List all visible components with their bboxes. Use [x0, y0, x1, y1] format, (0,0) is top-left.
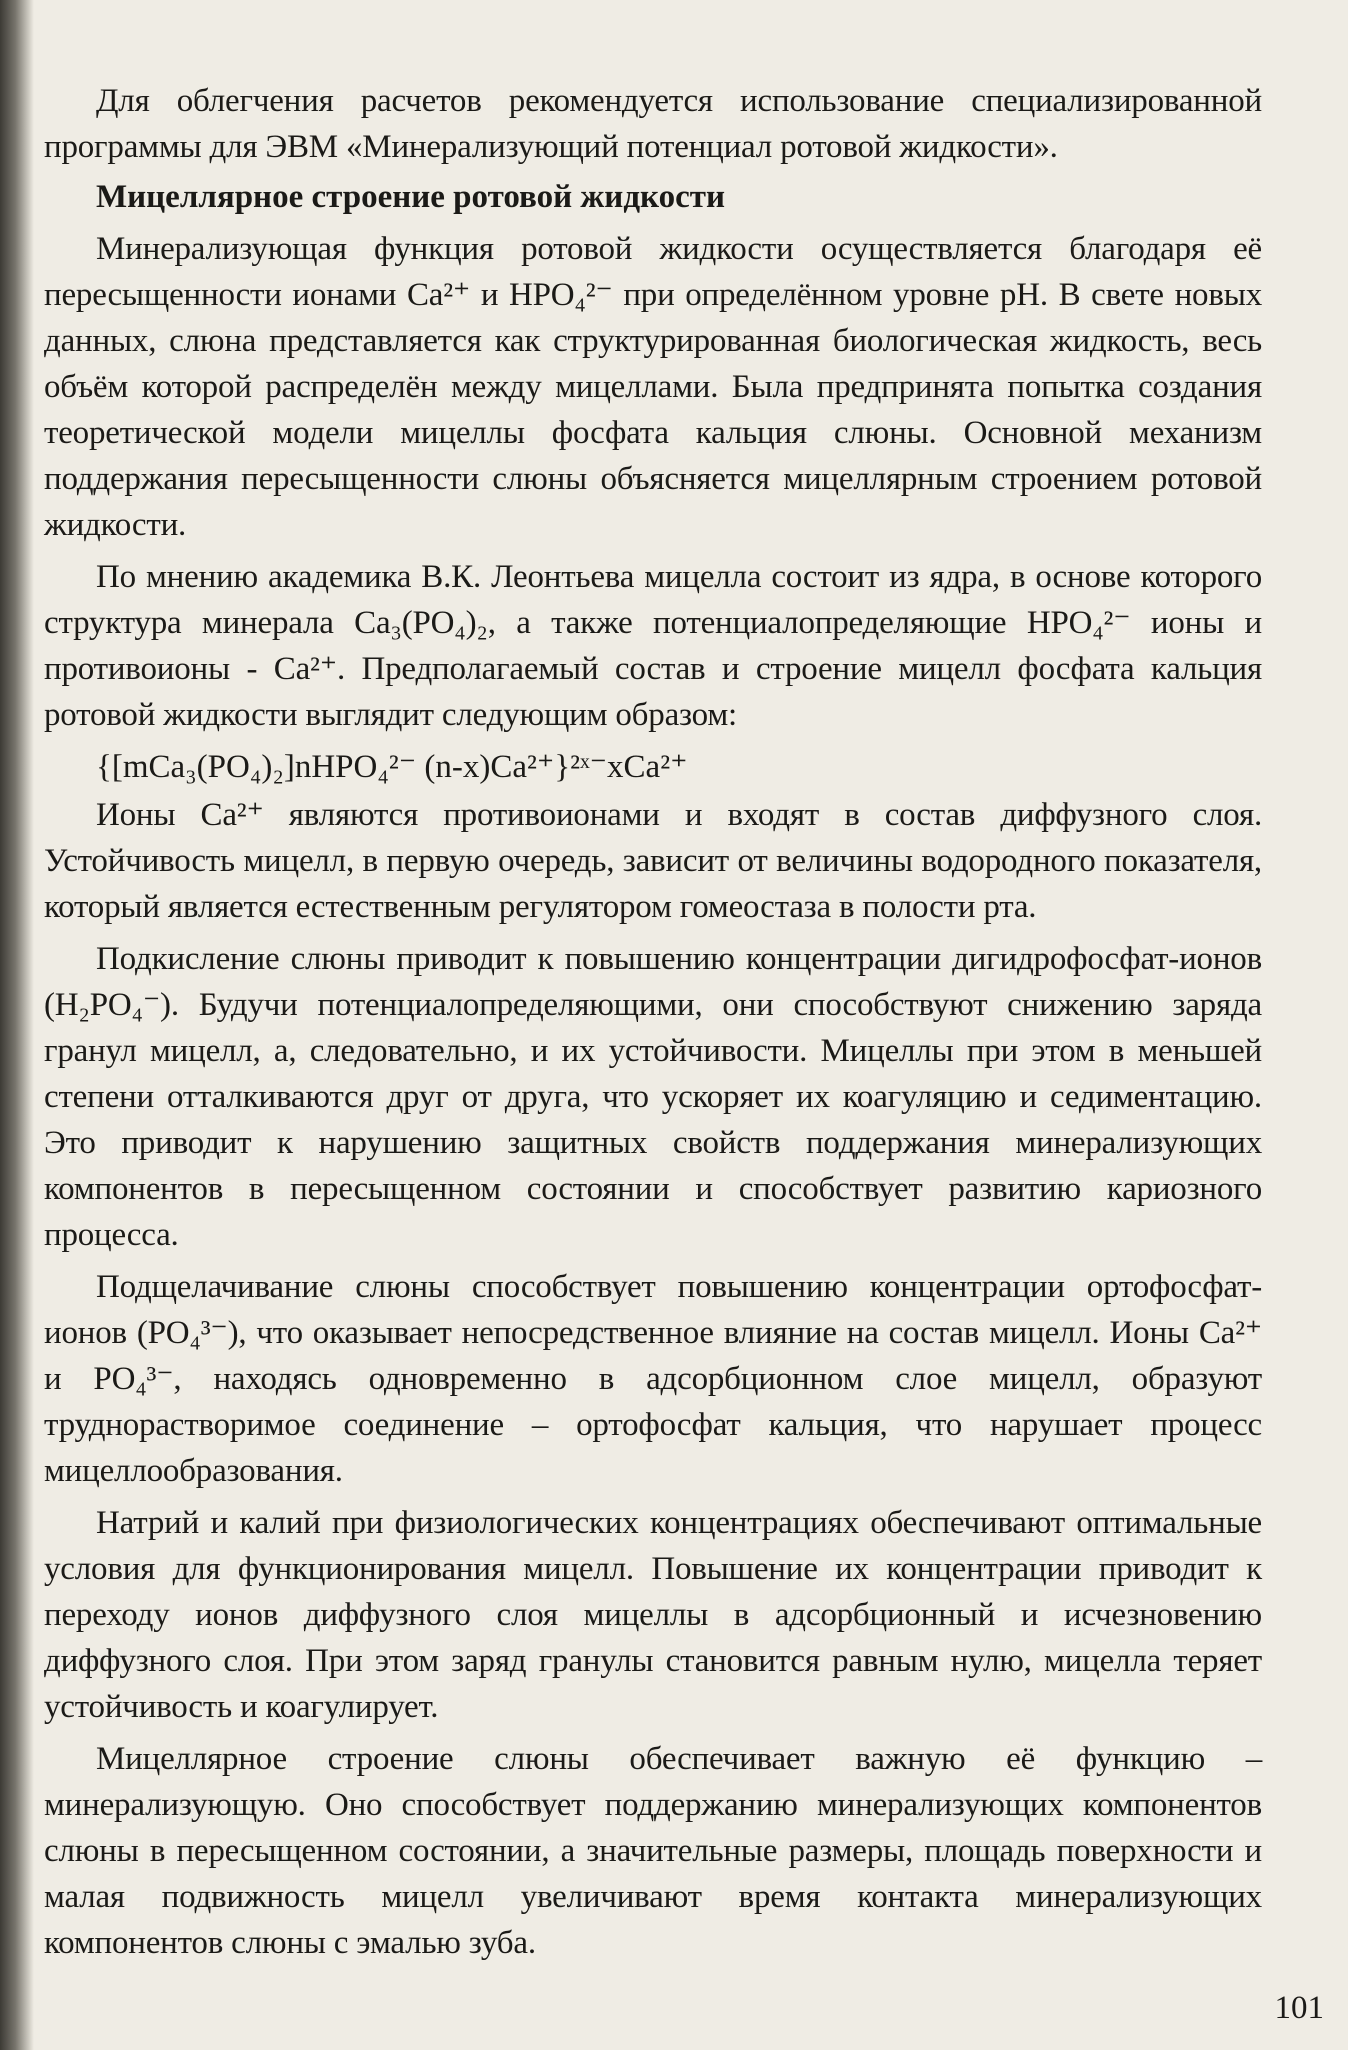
paragraph-leontiev-micelle: По мнению академика В.К. Леонтьева мицелла состоит из ядра, в основе которого структура минерала Ca₃(PO₄)₂, а также потенциалопределяющие HPO₄²⁻ ионы и противоионы - Ca²⁺. Предполагаемый состав и строение мицелл фосфата кальция ротовой жидкости выглядит следующим образом: — [44, 559, 1262, 733]
page-text — [44, 78, 1262, 1966]
page-number: 101 — [1274, 1990, 1324, 2026]
paragraph-sodium-potassium: Натрий и калий при физиологических концентрациях обеспечивают оптимальные условия для функционирования мицелл. Повышение их концентрации приводит к переходу ионов диффузного слоя мицеллы в адсорбционный и исчезновению диффузного слоя. При этом заряд гранулы становится равным нулю, мицелла теряет устойчивость и коагулирует. — [44, 1505, 1262, 1725]
paragraph-counterions: Ионы Ca²⁺ являются противоионами и входят в состав диффузного слоя. Устойчивость мицелл, в первую очередь, зависит от величины водородного показателя, который является естественным регулятором гомеостаза в полости рта. — [44, 797, 1262, 925]
paragraph-conclusion: Мицеллярное строение слюны обеспечивает важную её функцию – минерализующую. Оно способствует поддержанию минерализующих компонентов слюны в пересыщенном состоянии, а значительные размеры, площадь поверхности и малая подвижность мицелл увеличивают время контакта минерализующих компонентов слюны с эмалью зуба. — [44, 1741, 1262, 1961]
paragraph-acidification: Подкисление слюны приводит к повышению концентрации дигидрофосфат-ионов (H₂PO₄⁻). Будучи потенциалопределяющими, они способствуют снижению заряда гранул мицелл, а, следовательно, и их устойчивости. Мицеллы при этом в меньшей степени отталкиваются друг от друга, что ускоряет их коагуляцию и седиментацию. Это приводит к нарушению защитных свойств поддержания минерализующих компонентов в пересыщенном состоянии и способствует развитию кариозного процесса. — [44, 941, 1262, 1253]
section-heading: Мицеллярное строение ротовой жидкости — [96, 179, 725, 215]
paragraph-alkalization: Подщелачивание слюны способствует повышению концентрации ортофосфат-ионов (PO₄³⁻), что оказывает непосредственное влияние на состав мицелл. Ионы Ca²⁺ и PO₄³⁻, находясь одновременно в адсорбционном слое мицелл, образуют труднорастворимое соединение – ортофосфат кальция, что нарушает процесс мицеллообразования. — [44, 1269, 1262, 1489]
paragraph-mineralizing-function: Минерализующая функция ротовой жидкости осуществляется благодаря её пересыщенности ионами Ca²⁺ и HPO₄²⁻ при определённом уровне pH. В свете новых данных, слюна представляется как структурированная биологическая жидкость, весь объём которой распределён между мицеллами. Была предпринята попытка создания теоретической модели мицеллы фосфата кальция слюны. Основной механизм поддержания пересыщенности слюны объясняется мицеллярным строением ротовой жидкости. — [44, 231, 1262, 543]
micelle-formula: {[mCa₃(PO₄)₂]nHPO₄²⁻ (n-x)Ca²⁺}²ˣ⁻xCa²⁺ — [96, 749, 688, 785]
paragraph-intro: Для облегчения расчетов рекомендуется использование специализированной программы для ЭВМ «Минерализующий потенциал ротовой жидкости». — [44, 83, 1262, 165]
